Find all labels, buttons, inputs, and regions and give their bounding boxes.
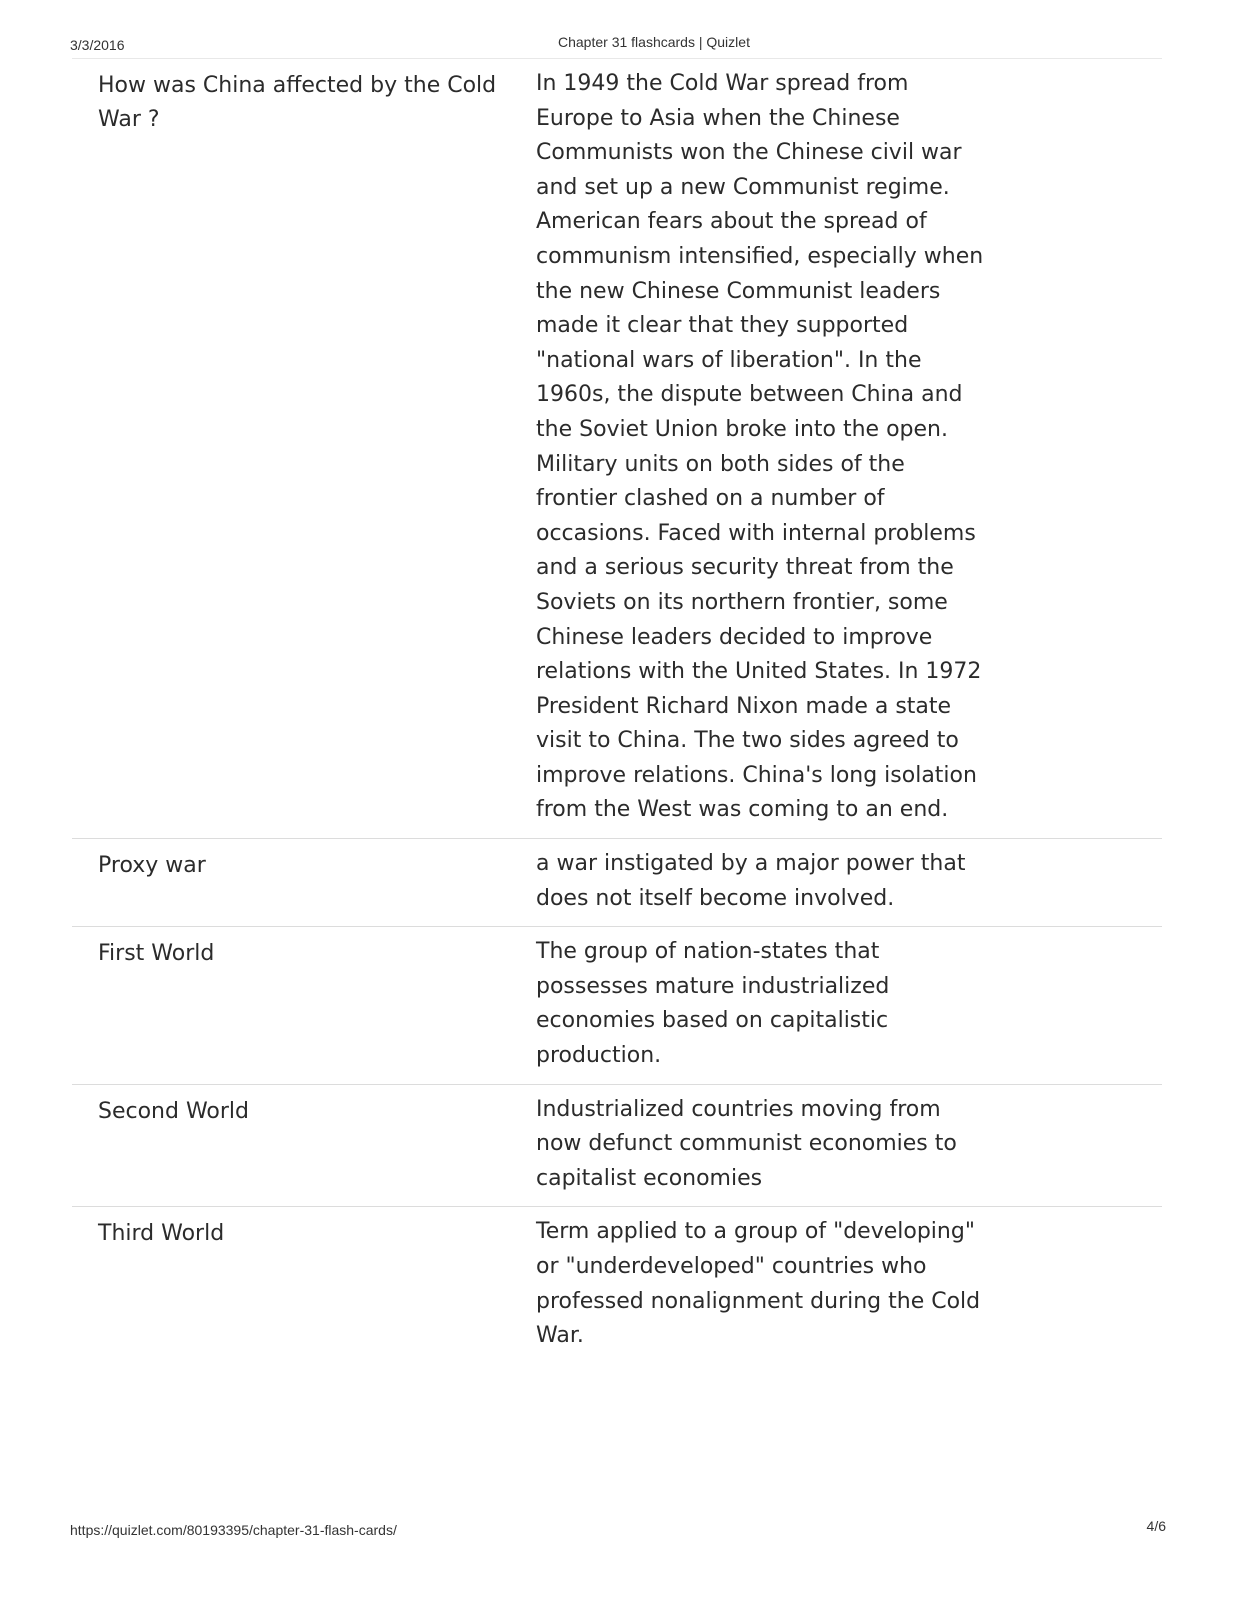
page-number: 4/6: [1146, 1518, 1166, 1534]
page-footer: [70, 1518, 1166, 1542]
flashcard-list: [72, 58, 1162, 1364]
page-url: https://quizlet.com/80193395/chapter-31-flash-cards/: [70, 1522, 397, 1538]
flashcard-definition: a war instigated by a major power that does not itself become involved.: [536, 851, 966, 911]
flashcard-term: First World: [98, 941, 215, 967]
flashcard-row: [72, 1084, 1162, 1207]
flashcard-row: [72, 926, 1162, 1083]
flashcard-term: How was China affected by the Cold War ?: [98, 73, 497, 132]
flashcard-definition: The group of nation-states that possesses mature industrialized economies based on capitalistic production.: [536, 939, 890, 1069]
flashcard-row: [72, 838, 1162, 926]
print-date: 3/3/2016: [70, 37, 125, 53]
flashcard-term: Proxy war: [98, 853, 206, 879]
flashcard-row: [72, 1206, 1162, 1363]
flashcard-term: Second World: [98, 1098, 250, 1124]
page-title: Chapter 31 flashcards | Quizlet: [558, 34, 750, 50]
page-header: [70, 32, 1160, 52]
flashcard-term: Third World: [98, 1221, 225, 1247]
flashcard-definition: In 1949 the Cold War spread from Europe to Asia when the Chinese Communists won the Chinese civil war and set up a new Communist regime. American fears about the spread of communism intensified, especially when the new Chinese Communist leaders made it clear that they supported "national wars of liberation". In the 1960s, the dispute between China and the Soviet Union broke into the open. Military units on both sides of the frontier clashed on a number of occasions. Faced with internal problems and a serious security threat from the Soviets on its northern frontier, some Chinese leaders decided to improve relations with the United States. In 1972 President Richard Nixon made a state visit to China. The two sides agreed to improve relations. China's long isolation from the West was coming to an end.: [536, 71, 984, 823]
flashcard-definition: Term applied to a group of "developing" or "underdeveloped" countries who professed nonalignment during the Cold War.: [536, 1219, 981, 1349]
flashcard-definition: Industrialized countries moving from now defunct communist economies to capitalist economies: [536, 1096, 957, 1191]
flashcard-row: [72, 58, 1162, 838]
